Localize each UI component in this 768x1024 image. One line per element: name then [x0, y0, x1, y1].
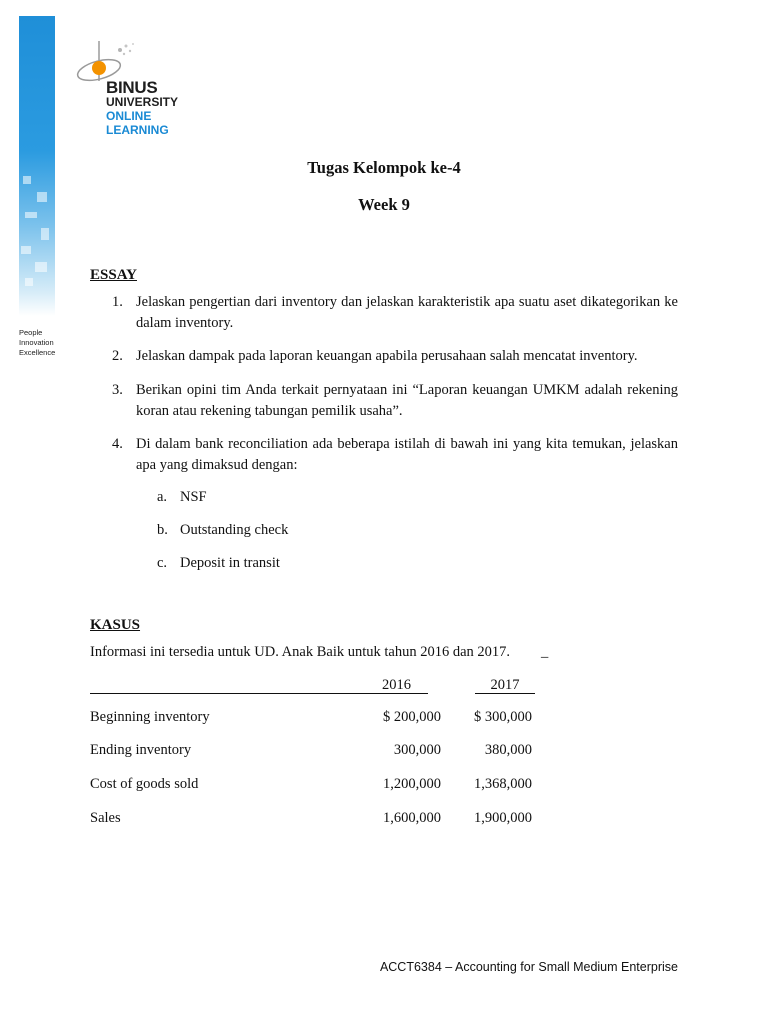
row-label: Beginning inventory [90, 709, 210, 725]
page-footer: ACCT6384 – Accounting for Small Medium Enterprise [379, 960, 678, 974]
tagline [19, 328, 89, 358]
logo-line2: UNIVERSITY [106, 95, 179, 109]
value-2016: 300,000 [393, 742, 441, 758]
question-number: 2. [112, 348, 123, 364]
table-row [90, 776, 540, 796]
essay-heading: ESSAY [90, 267, 137, 283]
question-text: Jelaskan dampak pada laporan keuangan apabila perusahaan salah mencatat inventory. [136, 348, 638, 364]
trailing-underscore: _ [541, 644, 549, 660]
page-title: Tugas Kelompok ke-4 [307, 158, 461, 177]
question-text: Berikan opini tim Anda terkait pernyataan ini “Laporan keuangan UMKM adalah rekening koran atau rekening tabungan pemilik usaha”. [136, 382, 678, 419]
sub-item [157, 555, 280, 572]
question-number: 1. [112, 294, 123, 310]
logo-name: BINUS [106, 78, 158, 97]
essay-question [112, 292, 678, 334]
sub-item-letter: c. [157, 555, 168, 571]
tagline-line: Innovation [19, 338, 54, 347]
row-label: Sales [90, 810, 121, 826]
sub-item [157, 522, 288, 539]
sub-item-letter: b. [157, 522, 168, 538]
tagline-line: Excellence [19, 348, 56, 357]
value-2017: 1,900,000 [474, 810, 532, 826]
table-row [90, 742, 540, 762]
column-header-2016: 2016 [382, 677, 411, 693]
page-subtitle: Week 9 [358, 195, 410, 214]
value-2017: 1,368,000 [474, 776, 532, 792]
sub-item-letter: a. [157, 489, 168, 505]
question-text: Di dalam bank reconciliation ada beberapa istilah di bawah ini yang kita temukan, jelaskan apa yang dimaksud dengan: [136, 436, 678, 473]
value-2016: 1,600,000 [383, 810, 441, 826]
question-text: Jelaskan pengertian dari inventory dan jelaskan karakteristik apa suatu aset dikategorikan ke dalam inventory. [136, 294, 678, 331]
value-2016: $ 200,000 [383, 709, 441, 725]
essay-question [112, 434, 678, 476]
sub-item-text: Outstanding check [180, 522, 289, 538]
table-row [90, 810, 540, 830]
sub-item-text: Deposit in transit [180, 555, 280, 571]
kasus-intro: Informasi ini tersedia untuk UD. Anak Baik untuk tahun 2016 dan 2017. [90, 644, 511, 660]
logo-line4: LEARNING [106, 123, 169, 137]
table-row [90, 709, 540, 729]
kasus-heading: KASUS [90, 617, 141, 633]
column-underline [475, 693, 535, 694]
sub-item-text: NSF [180, 489, 207, 505]
question-number: 3. [112, 382, 123, 398]
value-2017: 380,000 [484, 742, 532, 758]
essay-question [112, 380, 678, 422]
value-2017: $ 300,000 [474, 709, 532, 725]
value-2016: 1,200,000 [383, 776, 441, 792]
question-number: 4. [112, 436, 123, 452]
column-underline [370, 693, 428, 694]
logo-line3: ONLINE [106, 109, 152, 123]
row-label: Cost of goods sold [90, 776, 199, 792]
essay-question [112, 346, 678, 367]
row-label: Ending inventory [90, 742, 192, 758]
column-header-2017: 2017 [490, 677, 520, 693]
logo-text [106, 80, 178, 137]
tagline-line: People [19, 328, 43, 337]
sub-item [157, 489, 207, 506]
